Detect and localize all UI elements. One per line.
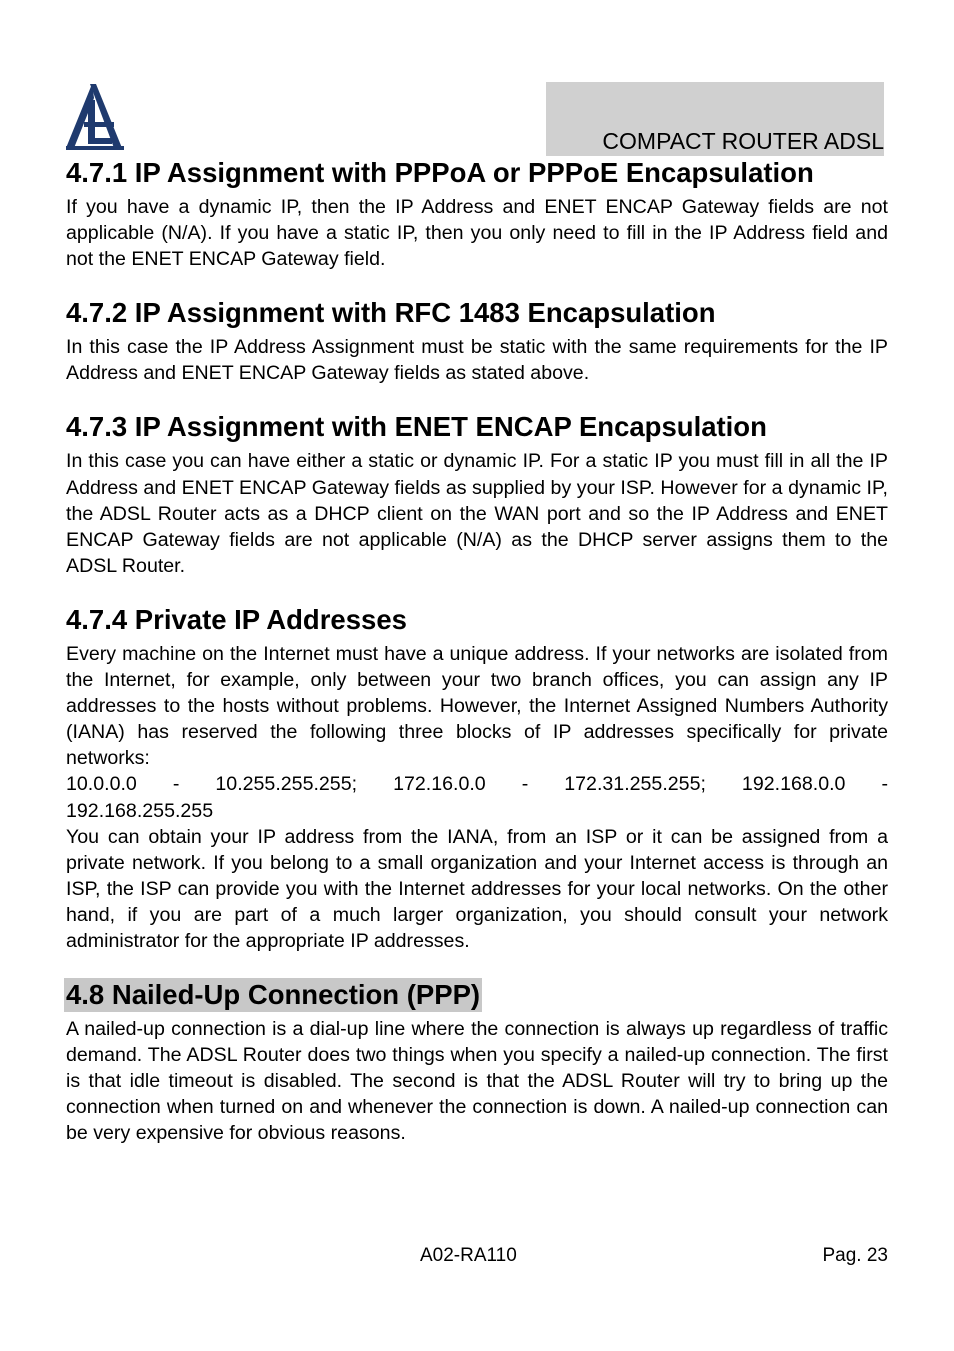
document-body bbox=[66, 156, 888, 1147]
section-body-4-7-1: If you have a dynamic IP, then the IP Address and ENET ENCAP Gateway fields are not applicable (N/A). If you have a static IP, then you only need to fill in the IP Address field and not the ENET ENCAP Gateway field. bbox=[66, 196, 888, 271]
section-heading-4-7-3: 4.7.3 IP Assignment with ENET ENCAP Encapsulation bbox=[66, 411, 767, 443]
section-heading-4-8-highlight: 4.8 Nailed-Up Connection (PPP) bbox=[66, 979, 481, 1011]
section-heading-4-7-4: 4.7.4 Private IP Addresses bbox=[66, 603, 407, 635]
private-ip-ranges-end: 192.168.255.255 bbox=[66, 799, 214, 822]
section-body-4-7-3: In this case you can have either a static or dynamic IP. For a static IP you must fill in all the IP Address and ENET ENCAP Gateway fields as supplied by your ISP. However for a dynamic IP, the ADSL Router acts as a DHCP client on the WAN port and so the IP Address and ENET ENCAP Gateway fields are not applicable (N/A) as the DHCP server assigns them to the ADSL Router. bbox=[66, 450, 888, 577]
atlantis-logo-icon bbox=[66, 82, 126, 152]
footer-page-number: Pag. 23 bbox=[822, 1245, 888, 1266]
section-heading-4-7-1: 4.7.1 IP Assignment with PPPoA or PPPoE Encapsulation bbox=[66, 157, 814, 188]
section-body-4-7-2: In this case the IP Address Assignment must be static with the same requirements for the IP Address and ENET ENCAP Gateway fields as stated above. bbox=[66, 336, 888, 385]
section-body-4-8: A nailed-up connection is a dial-up line where the connection is always up regardless of traffic demand. The ADSL Router does two things when you specify a nailed-up connection. The first is that idle timeout is disabled. The second is that the ADSL Router will try to bring up the connection when turned on and whenever the connection is down. A nailed-up connection can be very expensive for obvious reasons. bbox=[66, 1018, 888, 1145]
section-body-4-7-4-continued: You can obtain your IP address from the IANA, from an ISP or it can be assigned from a private network. If you belong to a small organization and your Internet access is through an ISP, the ISP can provide you with the Internet addresses for your local networks. On the other hand, if you are part of a much larger organization, you should consult your network administrator for the appropriate IP addresses. bbox=[66, 825, 888, 952]
footer-document-code: A02-RA110 bbox=[420, 1245, 517, 1266]
private-ip-ranges: 10.0.0.0 - 10.255.255.255; 172.16.0.0 - 172.31.255.255; 192.168.0.0 - bbox=[66, 773, 888, 796]
header-title: COMPACT ROUTER ADSL bbox=[602, 128, 884, 154]
section-body-4-7-4: Every machine on the Internet must have a unique address. If your networks are isolated from the Internet, for example, only between your two branch offices, you can assign any IP addresses to the hosts without problems. However, the Internet Assigned Numbers Authority (IANA) has reserved the following three blocks of IP addresses specifically for private networks: bbox=[66, 642, 888, 770]
section-heading-4-8 bbox=[66, 978, 888, 1012]
section-heading-4-7-2: 4.7.2 IP Assignment with RFC 1483 Encapsulation bbox=[66, 297, 716, 329]
header-banner bbox=[546, 82, 884, 156]
